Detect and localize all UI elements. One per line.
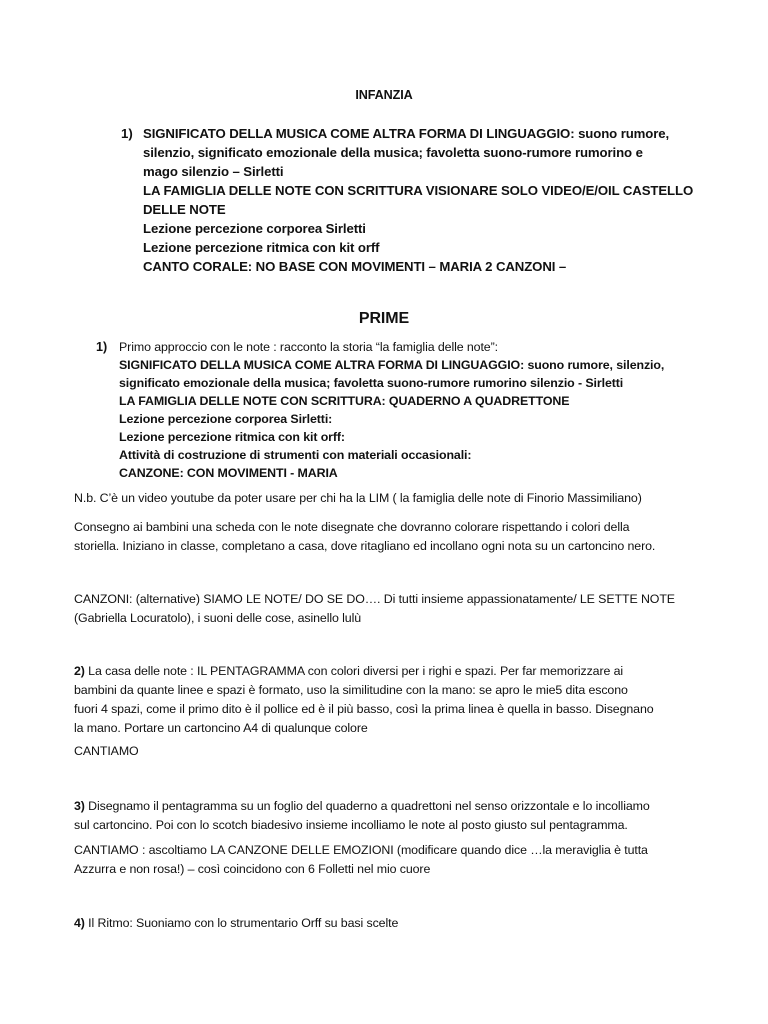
step4-text: Il Ritmo: Suoniamo con lo strumentario Orff su basi scelte (84, 916, 399, 930)
step3-paragraph-line: sul cartoncino. Poi con lo scotch biadesivo insieme incolliamo le note al posto giusto sul pentagramma. (74, 818, 628, 832)
cantiamo-label: CANTIAMO (74, 744, 139, 758)
infanzia-line: mago silenzio – Sirletti (143, 164, 284, 179)
section-title-infanzia: INFANZIA (355, 88, 413, 102)
prime-line: significato emozionale della musica; favoletta suono-rumore rumorino silenzio - Sirletti (119, 376, 624, 390)
step2-text: La casa delle note : IL PENTAGRAMMA con colori diversi per i righi e spazi. Per far memorizzare ai (84, 664, 624, 678)
step4-paragraph-line (74, 914, 398, 933)
infanzia-line: Lezione percezione ritmica con kit orff (143, 240, 380, 255)
step2-paragraph-line: la mano. Portare un cartoncino A4 di qualunque colore (74, 721, 368, 735)
consegno-paragraph-line: storiella. Iniziano in classe, completano a casa, dove ritagliano ed incollano ogni nota su un cartoncino nero. (74, 539, 656, 553)
prime-line: Attività di costruzione di strumenti con materiali occasionali: (119, 448, 472, 462)
cantiamo-emozioni-line: CANTIAMO : ascoltiamo LA CANZONE DELLE EMOZIONI (modificare quando dice …la meraviglia è tutta (74, 843, 648, 857)
canzoni-paragraph-line: (Gabriella Locuratolo), i suoni delle cose, asinello lulù (74, 611, 362, 625)
step2-paragraph-line: fuori 4 spazi, come il primo dito è il pollice ed è il più basso, così la prima linea è quella in basso. Disegnano (74, 702, 654, 716)
prime-list-number: 1) (96, 340, 108, 354)
prime-line: Lezione percezione ritmica con kit orff: (119, 430, 345, 444)
step3-text: Disegnamo il pentagramma su un foglio del quaderno a quadrettoni nel senso orizzontale e lo incolliamo (84, 799, 650, 813)
section-title-prime: PRIME (358, 310, 410, 327)
infanzia-line: Lezione percezione corporea Sirletti (143, 221, 366, 236)
step4-number: 4) (74, 916, 85, 930)
infanzia-line: SIGNIFICATO DELLA MUSICA COME ALTRA FORMA DI LINGUAGGIO: suono rumore, (143, 126, 670, 141)
prime-line: SIGNIFICATO DELLA MUSICA COME ALTRA FORMA DI LINGUAGGIO: suono rumore, silenzio, (119, 358, 665, 372)
infanzia-line: CANTO CORALE: NO BASE CON MOVIMENTI – MARIA 2 CANZONI – (143, 259, 567, 274)
step3-number: 3) (74, 799, 85, 813)
prime-line: Lezione percezione corporea Sirletti: (119, 412, 333, 426)
infanzia-list-number: 1) (121, 126, 133, 141)
prime-line: CANZONE: CON MOVIMENTI - MARIA (119, 466, 338, 480)
prime-line: Primo approccio con le note : racconto la storia “la famiglia delle note”: (119, 340, 498, 354)
note-paragraph: N.b. C’è un video youtube da poter usare per chi ha la LIM ( la famiglia delle note di Finorio Massimiliano) (74, 491, 642, 505)
cantiamo-emozioni-line: Azzurra e non rosa!) – così coincidono con 6 Folletti nel mio cuore (74, 862, 431, 876)
infanzia-line: LA FAMIGLIA DELLE NOTE CON SCRITTURA VISIONARE SOLO VIDEO/E/OIL CASTELLO (143, 183, 694, 198)
step2-number: 2) (74, 664, 85, 678)
step3-paragraph-line (74, 797, 650, 816)
canzoni-paragraph-line: CANZONI: (alternative) SIAMO LE NOTE/ DO SE DO…. Di tutti insieme appassionatamente/ LE SETTE NOTE (74, 592, 675, 606)
prime-line: LA FAMIGLIA DELLE NOTE CON SCRITTURA: QUADERNO A QUADRETTONE (119, 394, 570, 408)
infanzia-line: silenzio, significato emozionale della musica; favoletta suono-rumore rumorino e (143, 145, 643, 160)
step2-paragraph-line: bambini da quante linee e spazi è formato, uso la similitudine con la mano: se apro le mie5 dita escono (74, 683, 628, 697)
consegno-paragraph-line: Consegno ai bambini una scheda con le note disegnate che dovranno colorare rispettando i colori della (74, 520, 630, 534)
step2-paragraph-line (74, 662, 623, 681)
infanzia-line: DELLE NOTE (143, 202, 226, 217)
